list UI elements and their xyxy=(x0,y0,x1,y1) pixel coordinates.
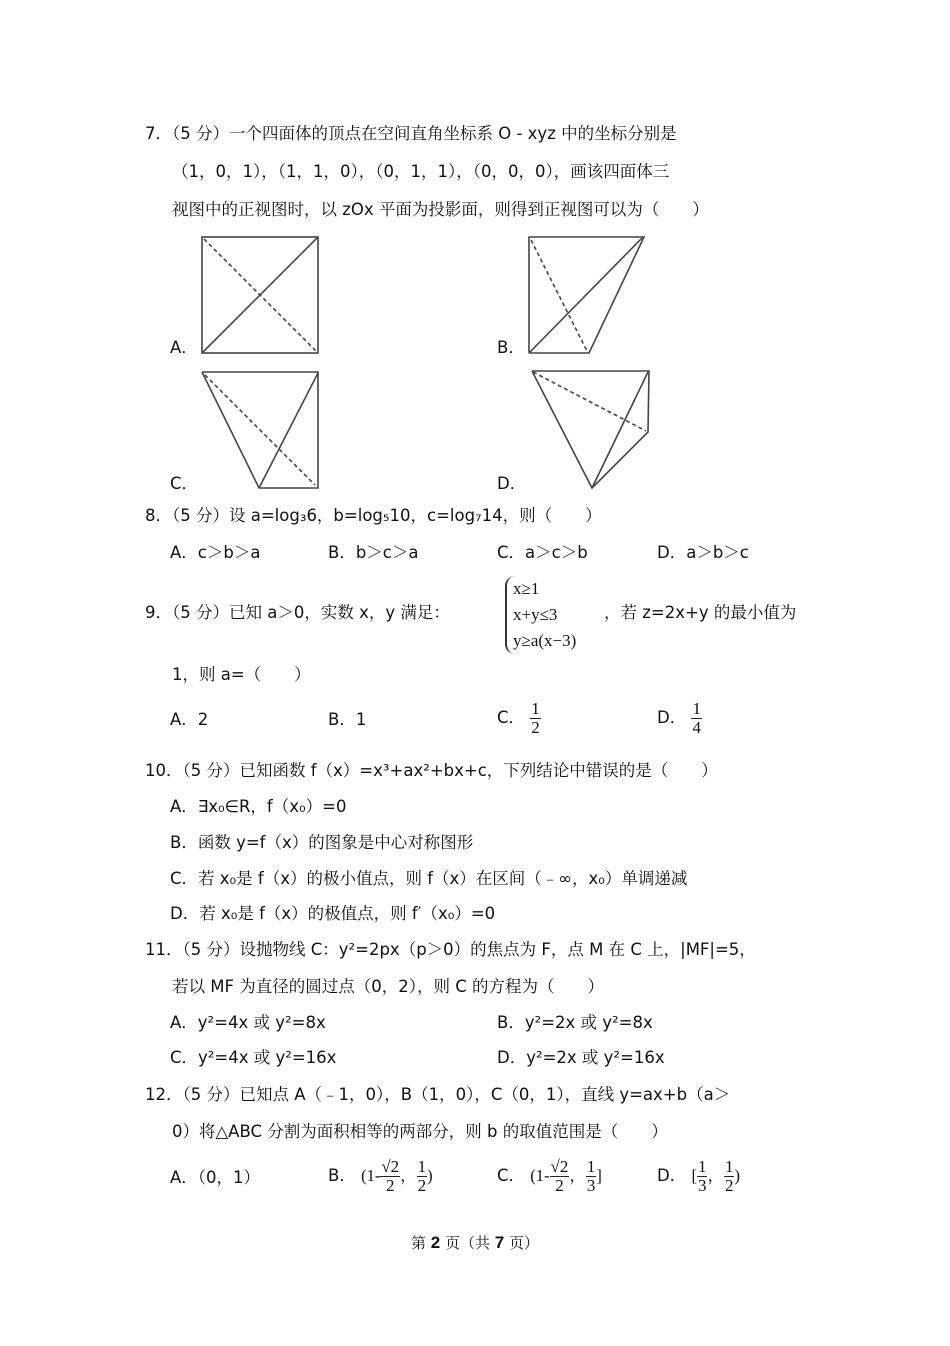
q11-option-c: C．y²=4x 或 y²=16x xyxy=(170,1048,337,1067)
footer-middle: 页（共 xyxy=(440,1234,495,1252)
q12-option-b xyxy=(328,1158,433,1195)
q12-option-d-label: D． xyxy=(657,1166,687,1185)
q9-inequality-system xyxy=(505,576,576,654)
numerator: 1 xyxy=(586,1157,596,1176)
open-bracket: (1- xyxy=(530,1166,550,1185)
q10-option-a: A．∃x₀∈R，f（x₀）=0 xyxy=(170,797,347,816)
q10-option-c: C．若 x₀是 f（x）的极小值点，则 f（x）在区间（﹣∞，x₀）单调递减 xyxy=(170,869,688,888)
page-number: 2 xyxy=(430,1233,441,1252)
open-bracket: [ xyxy=(691,1166,697,1185)
q10-option-b: B．函数 y=f（x）的图象是中心对称图形 xyxy=(170,833,474,852)
q11-stem-line2: 若以 MF 为直径的圆过点（0，2），则 C 的方程为（ ） xyxy=(172,977,604,996)
q9-inequality-1: x≥1 xyxy=(513,579,540,598)
q9-option-c-fraction xyxy=(530,700,541,737)
close-bracket: ) xyxy=(734,1166,740,1185)
denominator: 2 xyxy=(724,1176,734,1195)
denominator: 2 xyxy=(386,1176,395,1195)
q7-option-d-label: D． xyxy=(497,474,527,493)
q8-option-a: A．c＞b＞a xyxy=(170,543,261,562)
fraction xyxy=(550,1158,570,1195)
q11-option-d: D．y²=2x 或 y²=16x xyxy=(497,1048,665,1067)
comma: ， xyxy=(400,1166,417,1185)
q9-stem-line2: 1，则 a=（ ） xyxy=(172,665,311,684)
q7-option-c-label: C． xyxy=(170,474,199,493)
denominator: 3 xyxy=(697,1176,707,1195)
numerator: 1 xyxy=(697,1157,707,1176)
denominator: 2 xyxy=(555,1176,564,1195)
q9-option-d-fraction xyxy=(691,700,702,737)
total-pages: 7 xyxy=(494,1233,505,1252)
q11-stem-line1: 11．（5 分）设抛物线 C：y²=2px（p＞0）的焦点为 F，点 M 在 C 上，|MF|=5， xyxy=(145,940,756,959)
q10-option-d: D．若 x₀是 f（x）的极值点，则 f′（x₀）=0 xyxy=(170,904,496,923)
q12-option-d xyxy=(657,1158,740,1195)
numerator: √2 xyxy=(381,1157,400,1176)
q8-option-c: C．a＞c＞b xyxy=(497,543,588,562)
q8-option-d: D．a＞b＞c xyxy=(657,543,749,562)
open-bracket: (1- xyxy=(361,1166,381,1185)
comma: ， xyxy=(569,1166,586,1185)
q9-inequality-3: y≥a(x−3) xyxy=(513,631,577,650)
numerator: 1 xyxy=(692,699,701,718)
q7-stem-line2: （1，0，1），（1，1，0），（0，1，1），（0，0，0），画该四面体三 xyxy=(172,162,670,181)
fraction xyxy=(586,1158,597,1195)
q7-option-a-label: A． xyxy=(170,338,198,357)
q11-option-a: A．y²=4x 或 y²=8x xyxy=(170,1013,326,1032)
denominator: 3 xyxy=(586,1176,596,1195)
footer-suffix: 页） xyxy=(504,1234,540,1252)
q9-stem-part1: 9．（5 分）已知 a＞0，实数 x，y 满足： xyxy=(145,603,450,622)
q10-stem: 10．（5 分）已知函数 f（x）=x³+ax²+bx+c，下列结论中错误的是（ ） xyxy=(145,761,718,780)
q9-option-d-label: D． xyxy=(657,708,687,727)
close-bracket: ] xyxy=(596,1166,602,1185)
q12-stem-line2: 0）将△ABC 分割为面积相等的两部分，则 b 的取值范围是（ ） xyxy=(172,1122,668,1141)
q8-stem: 8．（5 分）设 a=log₃6，b=log₅10，c=log₇14，则（ ） xyxy=(145,506,602,525)
close-bracket: ) xyxy=(427,1166,433,1185)
q7-figures xyxy=(0,0,950,520)
fraction xyxy=(724,1158,735,1195)
q12-option-c-label: C． xyxy=(497,1166,526,1185)
numerator: 1 xyxy=(531,699,540,718)
q9-option-a: A．2 xyxy=(170,710,209,729)
figure-b-front-view xyxy=(529,237,644,353)
fraction xyxy=(380,1158,400,1195)
figure-d-front-view xyxy=(532,371,649,488)
figure-a-front-view xyxy=(202,237,318,353)
denominator: 4 xyxy=(692,718,701,737)
numerator: 1 xyxy=(724,1157,734,1176)
numerator: 1 xyxy=(417,1157,427,1176)
q8-option-b: B．b＞c＞a xyxy=(328,543,419,562)
numerator: √2 xyxy=(550,1157,569,1176)
q9-option-c-label: C． xyxy=(497,708,526,727)
q9-option-d xyxy=(657,700,702,737)
footer-prefix: 第 xyxy=(410,1234,431,1252)
denominator: 2 xyxy=(417,1176,427,1195)
q7-option-b-label: B． xyxy=(497,338,525,357)
q11-option-b: B．y²=2x 或 y²=8x xyxy=(497,1013,653,1032)
figure-c-front-view xyxy=(202,372,318,488)
q7-stem-line1: 7．（5 分）一个四面体的顶点在空间直角坐标系 O - xyz 中的坐标分别是 xyxy=(145,124,677,143)
page-footer xyxy=(0,1232,950,1253)
comma: ， xyxy=(707,1166,724,1185)
q12-option-c xyxy=(497,1158,602,1195)
q9-option-b: B．1 xyxy=(328,710,367,729)
denominator: 2 xyxy=(531,718,540,737)
q12-option-a: A．（0，1） xyxy=(170,1168,261,1187)
fraction xyxy=(417,1158,428,1195)
q9-option-c xyxy=(497,700,541,737)
q7-stem-line3: 视图中的正视图时，以 zOx 平面为投影面，则得到正视图可以为（ ） xyxy=(172,200,709,219)
q9-inequality-2: x+y≤3 xyxy=(513,605,558,624)
q9-stem-part2: ，若 z=2x+y 的最小值为 xyxy=(604,603,797,622)
fraction xyxy=(697,1158,708,1195)
q12-option-b-label: B． xyxy=(328,1166,356,1185)
q12-stem-line1: 12．（5 分）已知点 A（﹣1，0），B（1，0），C（0，1），直线 y=ax+b（a＞ xyxy=(145,1085,731,1104)
